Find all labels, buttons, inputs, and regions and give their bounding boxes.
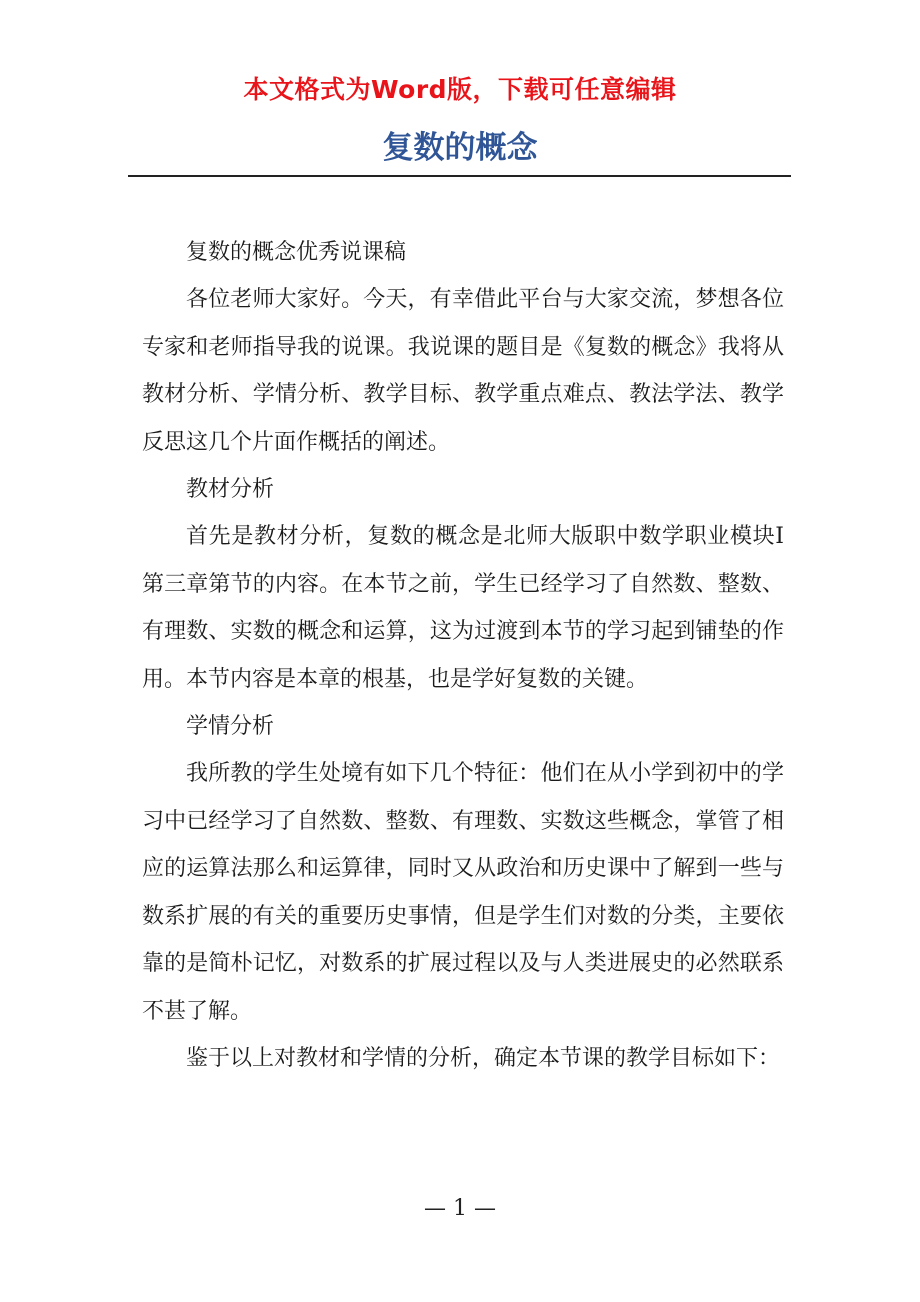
section-heading-textbook-analysis: 教材分析 bbox=[186, 477, 275, 503]
document-body bbox=[142, 229, 784, 1082]
paragraph-subtitle: 复数的概念优秀说课稿 bbox=[186, 240, 407, 265]
document-title: 复数的概念 bbox=[382, 130, 538, 166]
format-notice: 本文格式为Word版，下载可任意编辑 bbox=[243, 75, 677, 104]
paragraph-greeting: 各位老师大家好。今天，有幸借此平台与大家交流，梦想各位专家和老师指导我的说课。我说课的题目是《复数的概念》我将从教材分析、学情分析、教学目标、教学重点难点、教法学法、教学反思这几个片面作概括的阐述。 bbox=[142, 287, 784, 455]
section-heading-student-analysis: 学情分析 bbox=[186, 714, 275, 740]
paragraph-teaching-goals-intro: 鉴于以上对教材和学情的分析，确定本节课的教学目标如下： bbox=[186, 1045, 781, 1071]
page-number: — 1 — bbox=[424, 1196, 496, 1221]
paragraph-textbook-analysis: 首先是教材分析，复数的概念是北师大版职中数学职业模块I第三章第节的内容。在本节之前，学生已经学习了自然数、整数、有理数、实数的概念和运算，这为过渡到本节的学习起到铺垫的作用。本节内容是本章的根基，也是学好复数的关键。 bbox=[142, 524, 784, 692]
paragraph-student-analysis: 我所教的学生处境有如下几个特征：他们在从小学到初中的学习中已经学习了自然数、整数、有理数、实数这些概念，掌管了相应的运算法那么和运算律，同时又从政治和历史课中了解到一些与数系扩展的有关的重要历史事情，但是学生们对数的分类，主要依靠的是简朴记忆，对数系的扩展过程以及与人类进展史的必然联系不甚了解。 bbox=[142, 761, 784, 1024]
header-divider bbox=[128, 175, 791, 177]
